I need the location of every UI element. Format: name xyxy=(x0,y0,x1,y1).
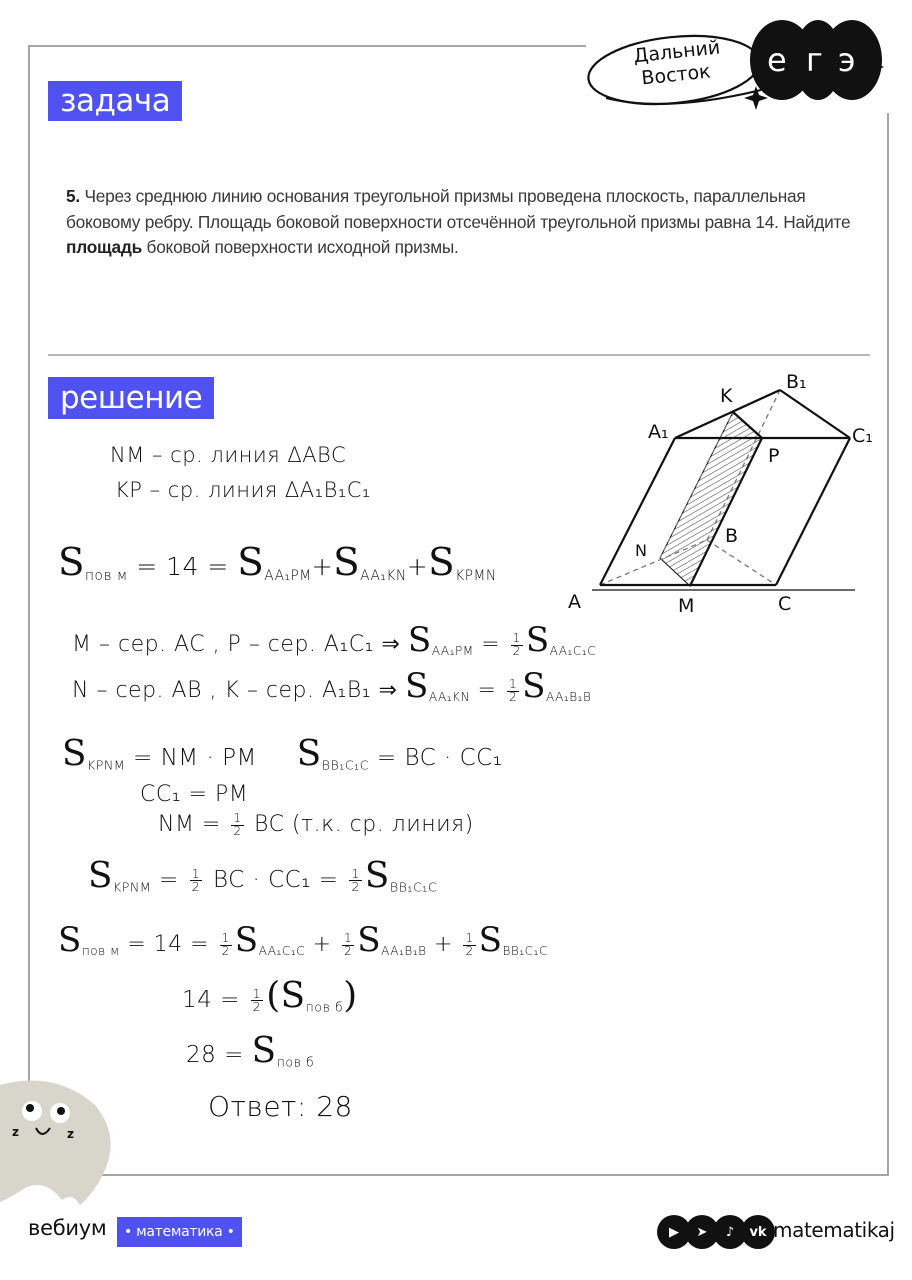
social-links xyxy=(657,1215,769,1249)
prism-diagram xyxy=(560,370,900,620)
final-answer: Ответ: 28 xyxy=(208,1090,353,1123)
fraction-half: $\frac{1}{2}$ xyxy=(221,931,230,958)
telegram-icon[interactable]: ➤ xyxy=(685,1215,719,1249)
svg-text:z: z xyxy=(12,1125,19,1139)
svg-text:C₁: C₁ xyxy=(852,425,873,447)
fraction-half: $\frac{1}{2}$ xyxy=(344,931,353,958)
section-divider xyxy=(48,354,870,356)
ege-far-east-logo xyxy=(586,18,896,113)
svg-text:z: z xyxy=(67,1127,74,1141)
fraction-half: $\frac{1}{2}$ xyxy=(512,631,521,658)
problem-text-2: боковой поверхности исходной призмы. xyxy=(142,237,459,257)
svg-text:P: P xyxy=(768,445,780,467)
fraction-half: $\frac{1}{2}$ xyxy=(351,865,360,894)
solution-line-11: 14 = $\frac{1}{2}$ $(S_{пов б})$ xyxy=(182,975,358,1016)
problem-number: 5. xyxy=(66,186,80,206)
tiktok-icon[interactable]: ♪ xyxy=(713,1215,747,1249)
svg-text:B₁: B₁ xyxy=(786,371,807,393)
solution-line-4: M – сер. AC , P – сер. A₁C₁ ⇒ $S_{AA_1PM}$ = $\frac{1}{2}$ $S_{AA_1C_1C}$ xyxy=(72,620,597,660)
solution-line-12: $28 = S_{пов б}$ xyxy=(186,1030,315,1071)
svg-text:K: K xyxy=(720,385,733,407)
fraction-half: $\frac{1}{2}$ xyxy=(252,985,262,1014)
solution-line-2: KP – ср. линия ΔA₁B₁C₁ xyxy=(115,478,371,502)
problem-statement xyxy=(66,184,866,261)
svg-text:C: C xyxy=(778,593,792,615)
mascot-ghost-icon xyxy=(0,1080,120,1210)
solution-line-9: $S_{KPNM}$ = $\frac{1}{2}$ BC · CC₁ = $\frac{1}{2}$ $S_{BB_1C_1C}$ xyxy=(88,855,438,896)
subject-tag: • математика • xyxy=(117,1217,242,1247)
youtube-icon[interactable]: ▶ xyxy=(657,1215,691,1249)
solution-line-8: NM = $\frac{1}{2}$ BC (т.к. ср. линия) xyxy=(158,811,474,838)
fraction-half: $\frac{1}{2}$ xyxy=(191,865,201,894)
svg-text:B: B xyxy=(725,525,739,547)
solution-line-1: NM – ср. линия ΔABC xyxy=(110,443,347,467)
problem-bold-word: площадь xyxy=(66,237,142,257)
fraction-half: $\frac{1}{2}$ xyxy=(465,931,474,958)
social-handle[interactable]: matematikaj xyxy=(773,1218,895,1242)
vk-icon[interactable]: vk xyxy=(741,1215,775,1249)
svg-text:Дальний: Дальний xyxy=(632,36,722,68)
svg-text:A: A xyxy=(568,591,581,613)
solution-line-6: $S_{KPNM}$ = NM · PM $S_{BB_1C_1C}$ = BC · CC₁ xyxy=(62,733,503,774)
solution-line-10: $S_{пов м} = 14$ = $\frac{1}{2}$ $S_{AA_1C_1C}$ + $\frac{1}{2}$ $S_{AA_1B_1B}$ + $\frac{1}{2}$ $S_{BB_1C_1C}$ xyxy=(58,920,548,960)
brand-name: вебиум xyxy=(28,1216,107,1240)
fraction-half: $\frac{1}{2}$ xyxy=(233,811,242,838)
svg-text:е: е xyxy=(767,41,787,79)
svg-text:Восток: Восток xyxy=(640,60,712,90)
solution-line-7: CC₁ = PM xyxy=(140,782,249,807)
solution-section-label: решение xyxy=(48,377,214,419)
fraction-half: $\frac{1}{2}$ xyxy=(508,677,518,704)
svg-text:г: г xyxy=(806,41,823,79)
svg-text:э: э xyxy=(838,41,856,79)
solution-line-5: N – сер. AB , K – сер. A₁B₁ ⇒ $S_{AA_1KN}$ = $\frac{1}{2}$ $S_{AA_1B_1B}$ xyxy=(72,666,592,706)
solution-line-3: $S_{пов м} = 14 = S_{AA_1PM}+S_{AA_1KN}+S_{KPMN}$ xyxy=(58,540,497,585)
svg-text:M: M xyxy=(678,595,695,617)
problem-text-1: Через среднюю линию основания треугольной призмы проведена плоскость, параллельная боковому ребру. Площадь боковой поверхности отсечённой треугольной призмы равна 14. Найдите xyxy=(66,186,851,232)
task-section-label: задача xyxy=(48,81,182,121)
svg-text:N: N xyxy=(635,541,647,560)
svg-text:A₁: A₁ xyxy=(648,421,669,443)
